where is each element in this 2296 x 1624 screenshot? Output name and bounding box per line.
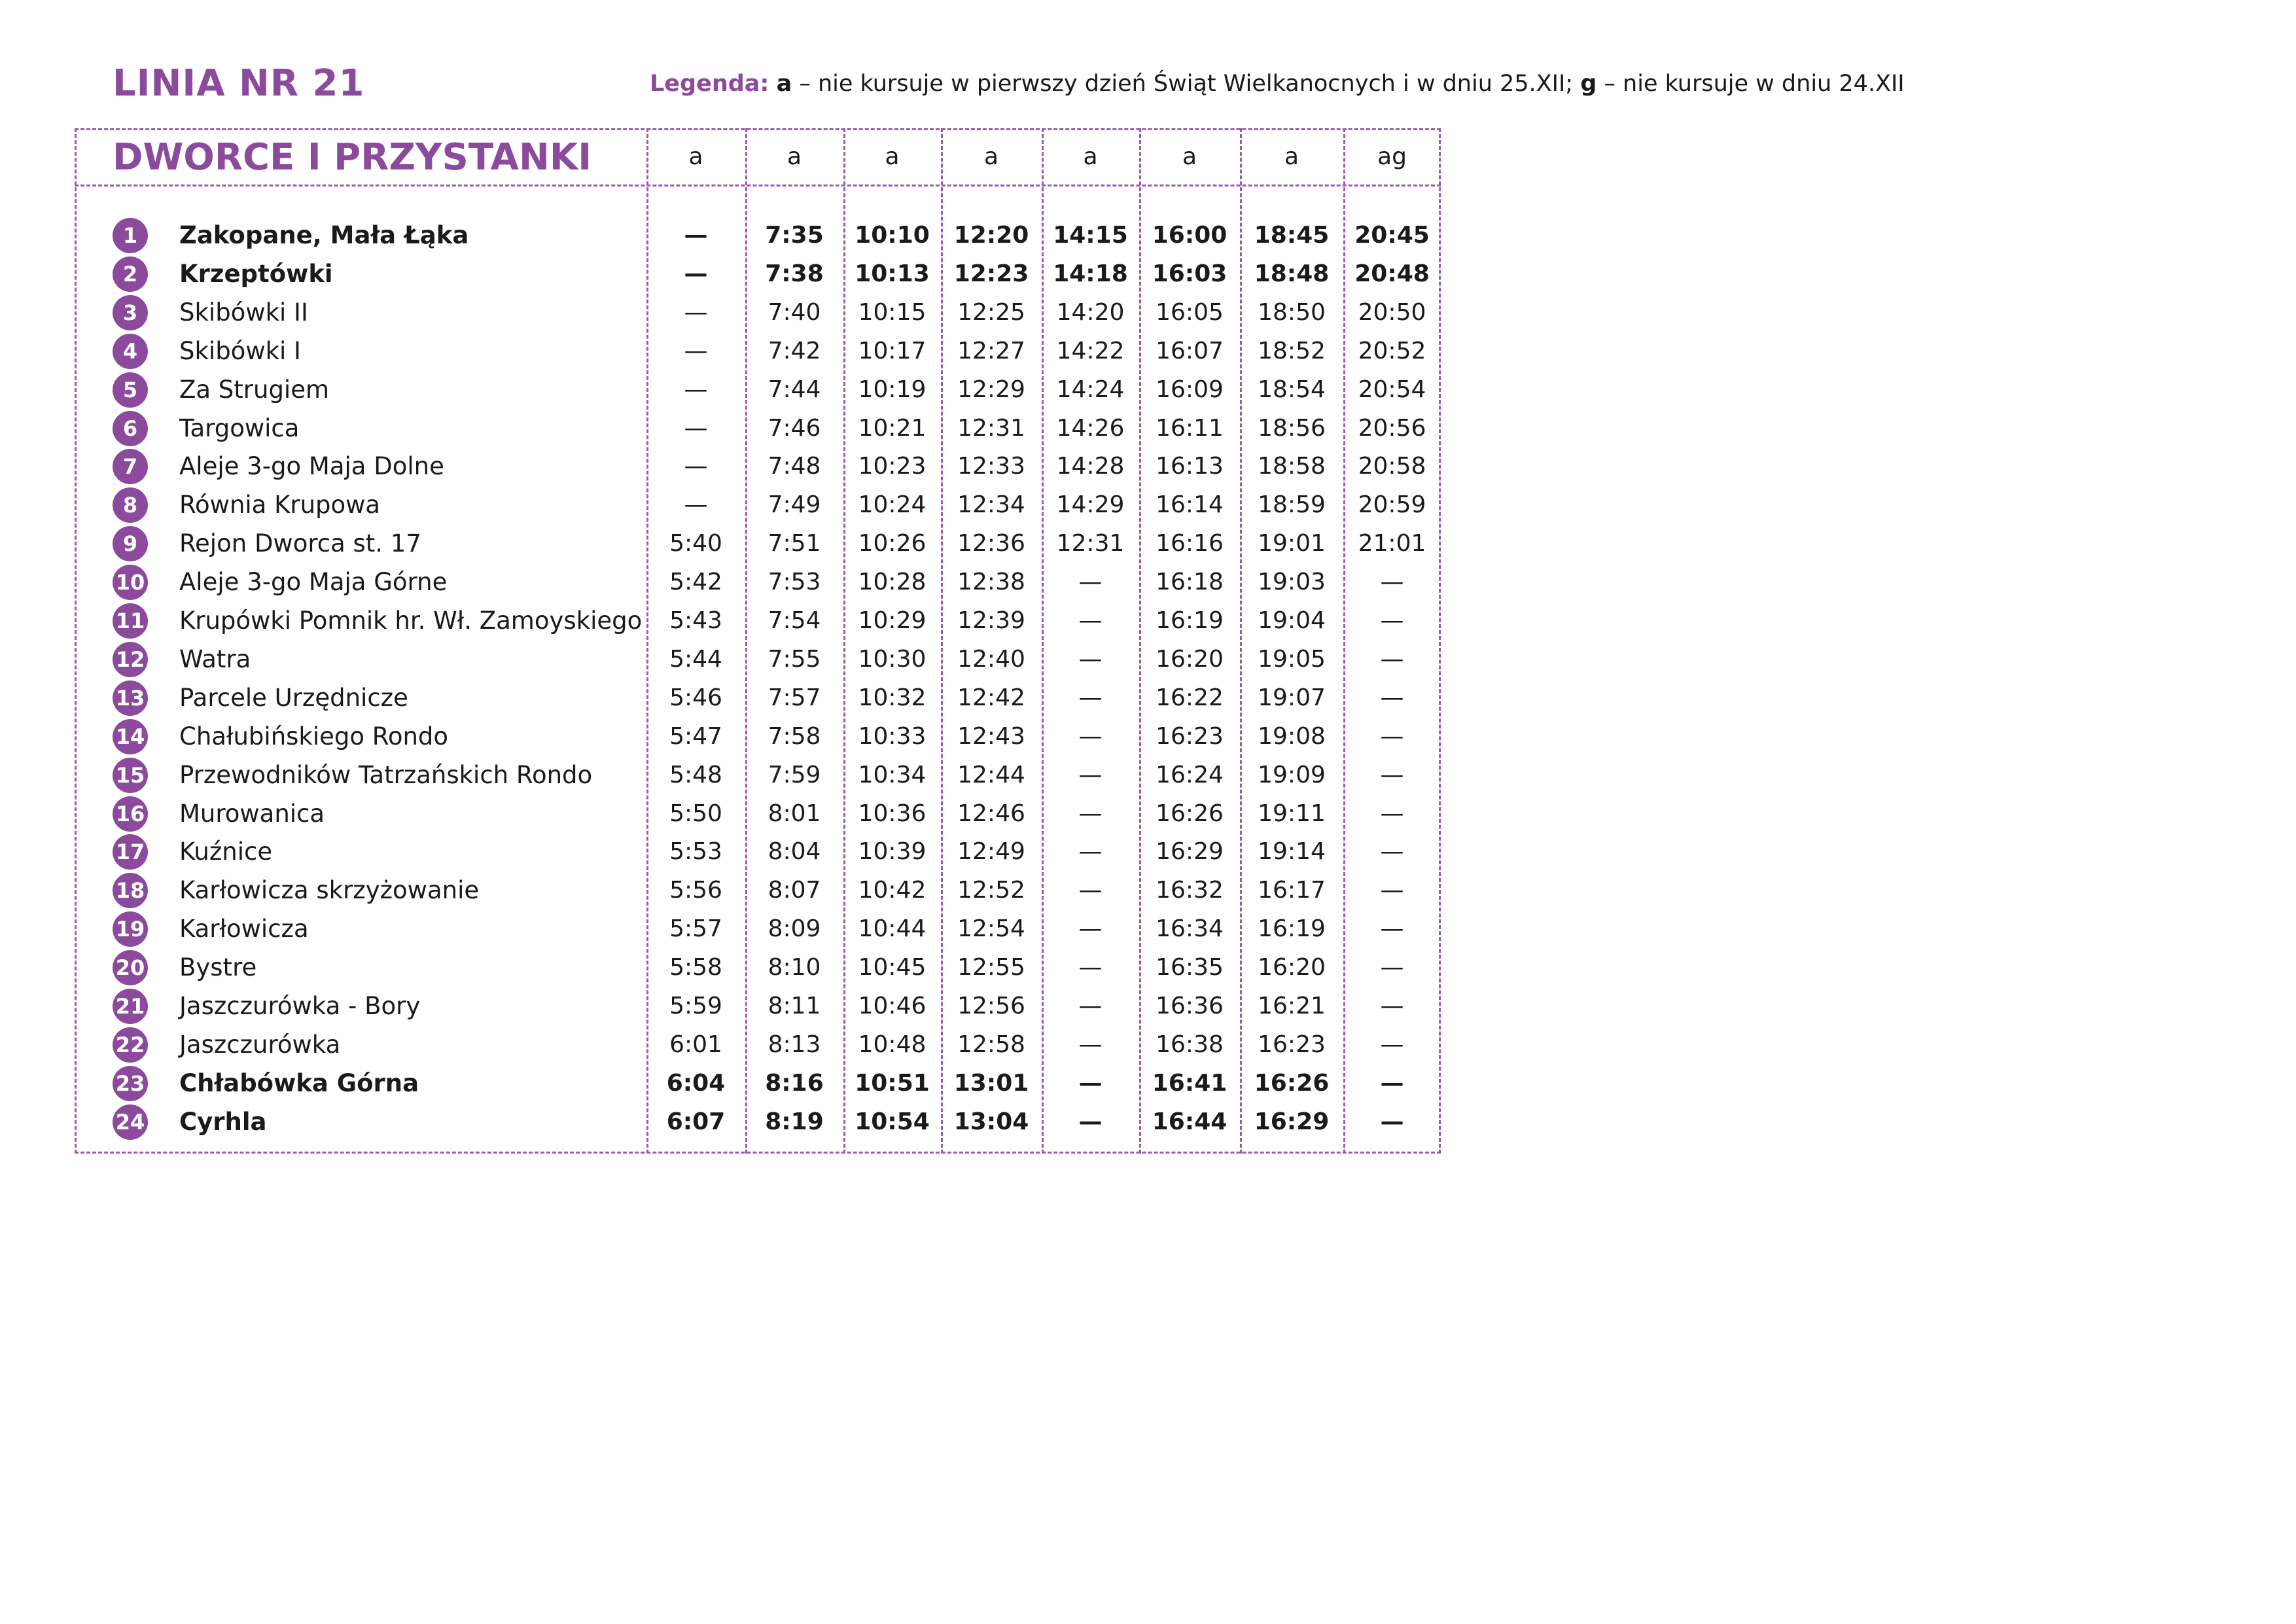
departure-time: 8:10	[768, 954, 821, 981]
departure-time: 14:28	[1056, 453, 1125, 480]
departure-time: 8:04	[768, 838, 821, 866]
departure-time: 20:48	[1354, 260, 1430, 287]
departure-time: —	[684, 337, 708, 364]
departure-time: 14:24	[1056, 376, 1125, 403]
departure-time: —	[1078, 915, 1103, 943]
departure-time: 16:20	[1156, 645, 1224, 673]
departure-time: 20:56	[1358, 414, 1426, 442]
departure-time: 12:31	[1056, 530, 1125, 557]
departure-time: 16:32	[1156, 877, 1224, 904]
departure-time: —	[684, 414, 708, 442]
departure-time: 20:59	[1358, 491, 1426, 519]
departure-time: 10:24	[858, 491, 927, 519]
table-row	[75, 834, 1441, 872]
stop-number-badge: 10	[113, 565, 148, 600]
departure-time: 7:55	[768, 645, 821, 673]
departure-time: 10:48	[858, 1031, 927, 1058]
departure-time: —	[1078, 722, 1103, 750]
departure-time: 7:46	[768, 414, 821, 442]
departure-time: —	[1380, 838, 1404, 866]
departure-time: 10:39	[858, 838, 927, 866]
departure-time: 8:16	[765, 1069, 824, 1097]
departure-time: 19:05	[1258, 645, 1326, 673]
stop-name: Krzeptówki	[179, 259, 333, 288]
departure-time: 16:23	[1156, 722, 1224, 750]
departure-time: —	[1078, 1031, 1103, 1058]
departure-time: 5:40	[669, 530, 722, 557]
departure-time: 20:52	[1358, 337, 1426, 364]
stop-name: Kuźnice	[179, 838, 273, 866]
departure-time: 5:56	[669, 877, 722, 904]
legend-label: Legenda:	[650, 71, 769, 97]
table-row	[75, 487, 1441, 525]
departure-time: 10:33	[858, 722, 927, 750]
table-row	[75, 295, 1441, 333]
legend-a-key: a	[776, 71, 792, 97]
legend-a-text: – nie kursuje w pierwszy dzień Świąt Wielkanocnych i w dniu 25.XII;	[792, 71, 1581, 97]
departure-time: 18:56	[1258, 414, 1326, 442]
stop-number-badge: 6	[113, 411, 148, 446]
column-header: a	[983, 143, 999, 170]
departure-time: 12:36	[957, 530, 1025, 557]
departure-time: 16:00	[1152, 222, 1227, 249]
departure-time: —	[1078, 800, 1103, 827]
departure-time: 6:07	[666, 1108, 726, 1135]
departure-time: 5:44	[669, 645, 722, 673]
departure-time: 16:05	[1156, 298, 1224, 326]
departure-time: 16:29	[1156, 838, 1224, 866]
departure-time: —	[1380, 569, 1404, 596]
departure-time: 16:36	[1156, 993, 1224, 1019]
departure-time: 18:58	[1258, 453, 1326, 480]
departure-time: 10:46	[858, 993, 927, 1019]
departure-time: 7:59	[768, 761, 821, 788]
stop-name: Murowanica	[179, 799, 325, 828]
departure-time: 16:20	[1258, 954, 1326, 981]
departure-time: —	[1380, 1108, 1404, 1135]
departure-time: 5:48	[669, 761, 722, 788]
table-row	[75, 796, 1441, 834]
table-row	[75, 911, 1441, 949]
stop-name: Skibówki II	[179, 298, 308, 327]
stop-name: Aleje 3-go Maja Górne	[179, 568, 448, 597]
departure-time: 18:54	[1258, 376, 1326, 403]
departure-time: 12:23	[953, 260, 1029, 287]
stop-name: Aleje 3-go Maja Dolne	[179, 452, 444, 481]
table-row	[75, 642, 1441, 680]
departure-time: 12:20	[953, 222, 1029, 249]
departure-time: 5:43	[669, 607, 722, 634]
departure-time: 8:13	[768, 1031, 821, 1058]
table-row	[75, 873, 1441, 911]
departure-time: 13:01	[953, 1069, 1029, 1097]
stop-number-badge: 17	[113, 834, 148, 870]
departure-time: 5:59	[669, 993, 722, 1019]
departure-time: 14:29	[1056, 491, 1125, 519]
departure-time: 16:18	[1156, 569, 1224, 596]
departure-time: 12:33	[957, 453, 1025, 480]
column-header: a	[688, 143, 703, 170]
departure-time: 12:31	[957, 414, 1025, 442]
departure-time: 16:19	[1156, 607, 1224, 634]
departure-time: 16:07	[1156, 337, 1224, 364]
departure-time: —	[1078, 761, 1103, 788]
departure-time: 12:49	[957, 838, 1025, 866]
table-row	[75, 1027, 1441, 1065]
departure-time: 16:16	[1156, 530, 1224, 557]
departure-time: 16:35	[1156, 954, 1224, 981]
table-row	[75, 218, 1441, 256]
table-row	[75, 334, 1441, 372]
table-row	[75, 680, 1441, 718]
departure-time: —	[1380, 993, 1404, 1019]
departure-time: 18:52	[1258, 337, 1326, 364]
departure-time: 12:29	[957, 376, 1025, 403]
departure-time: —	[1078, 569, 1103, 596]
table-row	[75, 758, 1441, 796]
departure-time: 12:27	[957, 337, 1025, 364]
departure-time: 10:10	[855, 222, 930, 249]
table-row	[75, 950, 1441, 988]
departure-time: 12:43	[957, 722, 1025, 750]
table-row	[75, 989, 1441, 1027]
departure-time: 12:44	[957, 761, 1025, 788]
stop-name: Bystre	[179, 953, 257, 982]
departure-time: —	[1078, 993, 1103, 1019]
departure-time: 5:53	[669, 838, 722, 866]
departure-time: 7:51	[768, 530, 821, 557]
departure-time: 20:54	[1358, 376, 1426, 403]
departure-time: 14:26	[1056, 414, 1125, 442]
departure-time: 10:36	[858, 800, 927, 827]
departure-time: 16:26	[1156, 800, 1224, 827]
departure-time: 16:23	[1258, 1031, 1326, 1058]
departure-time: 16:26	[1254, 1069, 1330, 1097]
departure-time: 7:40	[768, 298, 821, 326]
stop-number-badge: 13	[113, 680, 148, 716]
departure-time: —	[684, 260, 708, 287]
departure-time: —	[1380, 915, 1404, 943]
departure-time: —	[1380, 1031, 1404, 1058]
departure-time: 8:19	[765, 1108, 824, 1135]
departure-time: 10:32	[858, 684, 927, 711]
legend-g-key: g	[1580, 71, 1597, 97]
departure-time: 8:09	[768, 915, 821, 943]
departure-time: 10:17	[858, 337, 927, 364]
column-header: ag	[1377, 143, 1407, 170]
departure-time: 19:11	[1258, 800, 1326, 827]
departure-time: 5:46	[669, 684, 722, 711]
departure-time: 7:48	[768, 453, 821, 480]
departure-time: 10:28	[858, 569, 927, 596]
departure-time: 16:29	[1254, 1108, 1330, 1135]
departure-time: 10:13	[855, 260, 930, 287]
table-row	[75, 449, 1441, 487]
departure-time: —	[1078, 607, 1103, 634]
departure-time: 14:15	[1053, 222, 1128, 249]
departure-time: 16:44	[1152, 1108, 1227, 1135]
departure-time: 12:54	[957, 915, 1025, 943]
departure-time: —	[1380, 761, 1404, 788]
departure-time: 14:18	[1053, 260, 1128, 287]
departure-time: 7:58	[768, 722, 821, 750]
table-row	[75, 372, 1441, 410]
stop-number-badge: 3	[113, 295, 148, 330]
column-header: a	[1182, 143, 1197, 170]
departure-time: 12:52	[957, 877, 1025, 904]
departure-time: 16:19	[1258, 915, 1326, 943]
legend	[650, 71, 1905, 97]
departure-time: 12:34	[957, 491, 1025, 519]
departure-time: 20:50	[1358, 298, 1426, 326]
departure-time: 19:08	[1258, 722, 1326, 750]
departure-time: —	[1380, 954, 1404, 981]
departure-time: 5:50	[669, 800, 722, 827]
departure-time: 7:49	[768, 491, 821, 519]
departure-time: 12:38	[957, 569, 1025, 596]
departure-time: 19:09	[1258, 761, 1326, 788]
stop-number-badge: 21	[113, 989, 148, 1024]
departure-time: 8:11	[768, 993, 821, 1019]
table-row	[75, 526, 1441, 564]
departure-time: 19:03	[1258, 569, 1326, 596]
stop-number-badge: 16	[113, 796, 148, 832]
departure-time: 10:26	[858, 530, 927, 557]
table-row	[75, 565, 1441, 603]
stop-number-badge: 12	[113, 642, 148, 677]
stop-number-badge: 5	[113, 372, 148, 408]
departure-time: —	[1078, 645, 1103, 673]
table-row	[75, 256, 1441, 294]
departure-time: 12:46	[957, 800, 1025, 827]
departure-time: —	[684, 376, 708, 403]
departure-time: 5:47	[669, 722, 722, 750]
departure-time: —	[1380, 607, 1404, 634]
stop-name: Chałubińskiego Rondo	[179, 722, 449, 750]
departure-time: 5:42	[669, 569, 722, 596]
stops-header: DWORCE I PRZYSTANKI	[113, 136, 592, 179]
departure-time: 16:22	[1156, 684, 1224, 711]
timetable	[75, 128, 1441, 1154]
departure-time: —	[684, 491, 708, 519]
stop-name: Za Strugiem	[179, 375, 330, 404]
departure-time: 10:19	[858, 376, 927, 403]
table-row	[75, 1104, 1441, 1142]
departure-time: 20:58	[1358, 453, 1426, 480]
departure-time: 12:58	[957, 1031, 1025, 1058]
column-header: a	[1284, 143, 1299, 170]
departure-time: 12:39	[957, 607, 1025, 634]
column-header: a	[1083, 143, 1098, 170]
stop-number-badge: 9	[113, 526, 148, 561]
departure-time: 6:04	[666, 1069, 726, 1097]
stop-name: Zakopane, Mała Łąka	[179, 221, 469, 249]
stop-number-badge: 19	[113, 911, 148, 947]
departure-time: 19:01	[1258, 530, 1326, 557]
departure-time: —	[1078, 838, 1103, 866]
departure-time: 18:45	[1254, 222, 1330, 249]
departure-time: —	[1380, 1069, 1404, 1097]
departure-time: —	[1380, 684, 1404, 711]
departure-time: 16:03	[1152, 260, 1227, 287]
departure-time: —	[1078, 684, 1103, 711]
departure-time: 12:56	[957, 993, 1025, 1019]
departure-time: —	[684, 453, 708, 480]
departure-time: 10:42	[858, 877, 927, 904]
departure-time: 20:45	[1354, 222, 1430, 249]
departure-time: 16:09	[1156, 376, 1224, 403]
table-row	[75, 411, 1441, 449]
departure-time: 12:55	[957, 954, 1025, 981]
departure-time: 10:44	[858, 915, 927, 943]
departure-time: —	[1380, 877, 1404, 904]
departure-time: 16:34	[1156, 915, 1224, 943]
stop-name: Przewodników Tatrzańskich Rondo	[179, 760, 593, 789]
departure-time: —	[1078, 1108, 1103, 1135]
departure-time: 16:21	[1258, 993, 1326, 1019]
departure-time: 10:51	[855, 1069, 930, 1097]
departure-time: —	[1380, 645, 1404, 673]
stop-number-badge: 8	[113, 487, 148, 523]
departure-time: 7:38	[765, 260, 824, 287]
departure-time: 16:17	[1258, 877, 1326, 904]
header-divider	[75, 185, 1441, 186]
departure-time: 14:22	[1056, 337, 1125, 364]
departure-time: 19:14	[1258, 838, 1326, 866]
stop-name: Targowica	[179, 414, 300, 442]
departure-time: 18:48	[1254, 260, 1330, 287]
legend-g-text: – nie kursuje w dniu 24.XII	[1597, 71, 1905, 97]
column-header: a	[885, 143, 900, 170]
departure-time: 14:20	[1056, 298, 1125, 326]
departure-time: 10:45	[858, 954, 927, 981]
stop-number-badge: 1	[113, 218, 148, 253]
column-header: a	[786, 143, 802, 170]
stop-name: Krupówki Pomnik hr. Wł. Zamoyskiego	[179, 607, 643, 635]
stop-name: Jaszczurówka	[179, 1030, 341, 1059]
departure-time: 10:23	[858, 453, 927, 480]
stop-number-badge: 20	[113, 950, 148, 985]
departure-time: 16:13	[1156, 453, 1224, 480]
departure-time: 7:35	[765, 222, 824, 249]
stop-number-badge: 2	[113, 256, 148, 292]
departure-time: 12:25	[957, 298, 1025, 326]
stop-name: Skibówki I	[179, 336, 301, 365]
departure-time: 21:01	[1358, 530, 1426, 557]
stop-number-badge: 15	[113, 758, 148, 793]
departure-time: 5:57	[669, 915, 722, 943]
stop-name: Jaszczurówka - Bory	[179, 992, 421, 1020]
stop-number-badge: 4	[113, 334, 148, 369]
stop-number-badge: 14	[113, 719, 148, 754]
departure-time: —	[1078, 877, 1103, 904]
departure-time: 18:59	[1258, 491, 1326, 519]
departure-time: 7:54	[768, 607, 821, 634]
stop-name: Cyrhla	[179, 1107, 267, 1136]
stop-name: Rejon Dworca st. 17	[179, 529, 421, 558]
stop-number-badge: 11	[113, 603, 148, 639]
departure-time: 16:38	[1156, 1031, 1224, 1058]
departure-time: 19:04	[1258, 607, 1326, 634]
departure-time: —	[1380, 722, 1404, 750]
departure-time: 7:53	[768, 569, 821, 596]
stop-name: Parcele Urzędnicze	[179, 683, 408, 712]
departure-time: 7:42	[768, 337, 821, 364]
departure-time: 16:11	[1156, 414, 1224, 442]
departure-time: —	[1380, 800, 1404, 827]
departure-time: —	[1078, 954, 1103, 981]
departure-time: 10:15	[858, 298, 927, 326]
departure-time: 12:42	[957, 684, 1025, 711]
departure-time: 10:30	[858, 645, 927, 673]
stop-number-badge: 7	[113, 449, 148, 484]
table-row	[75, 719, 1441, 757]
departure-time: 7:57	[768, 684, 821, 711]
departure-time: 8:01	[768, 800, 821, 827]
table-row	[75, 603, 1441, 641]
stop-name: Karłowicza skrzyżowanie	[179, 876, 480, 905]
departure-time: 7:44	[768, 376, 821, 403]
departure-time: 10:34	[858, 761, 927, 788]
stop-number-badge: 22	[113, 1027, 148, 1063]
departure-time: 6:01	[669, 1031, 722, 1058]
departure-time: 12:40	[957, 645, 1025, 673]
departure-time: 19:07	[1258, 684, 1326, 711]
departure-time: 10:21	[858, 414, 927, 442]
stop-number-badge: 24	[113, 1104, 148, 1140]
stop-number-badge: 23	[113, 1066, 148, 1101]
departure-time: 10:54	[855, 1108, 930, 1135]
page-title: LINIA NR 21	[113, 62, 365, 105]
departure-time: 8:07	[768, 877, 821, 904]
departure-time: 16:14	[1156, 491, 1224, 519]
departure-time: 18:50	[1258, 298, 1326, 326]
departure-time: —	[684, 222, 708, 249]
departure-time: 16:24	[1156, 761, 1224, 788]
departure-time: —	[684, 298, 708, 326]
stop-number-badge: 18	[113, 873, 148, 908]
departure-time: 13:04	[953, 1108, 1029, 1135]
departure-time: —	[1078, 1069, 1103, 1097]
stop-name: Watra	[179, 644, 251, 673]
stop-name: Karłowicza	[179, 915, 309, 944]
stop-name: Chłabówka Górna	[179, 1068, 419, 1097]
departure-time: 16:41	[1152, 1069, 1227, 1097]
departure-time: 10:29	[858, 607, 927, 634]
stop-name: Równia Krupowa	[179, 491, 381, 520]
table-row	[75, 1066, 1441, 1104]
departure-time: 5:58	[669, 954, 722, 981]
